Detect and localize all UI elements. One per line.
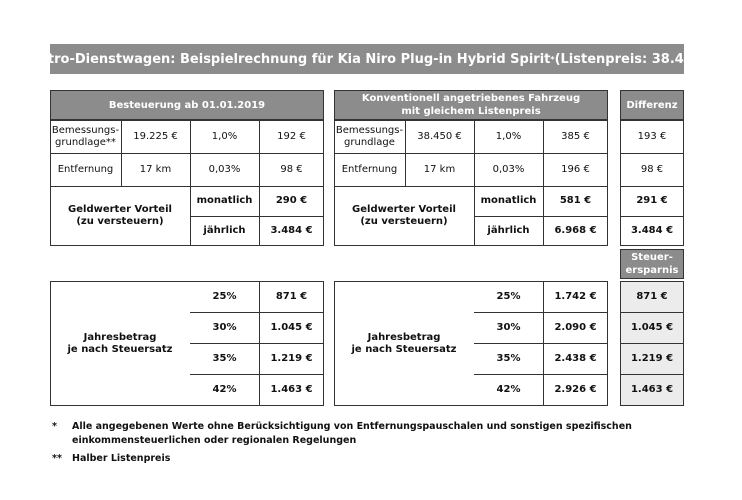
difference-value-yearly: 3.484 €	[630, 225, 674, 236]
annual-left-value-30: 1.045 €	[270, 321, 313, 333]
annual-right-value-35: 2.438 €	[554, 352, 597, 364]
annual-right-label: Jahresbetrag je nach Steuersatz	[351, 331, 457, 355]
annual-left-label: Jahresbetrag je nach Steuersatz	[67, 331, 173, 355]
section2-value-distance: 17 km	[423, 163, 456, 175]
section2-rate-base: 1,0%	[495, 130, 522, 142]
section2-yearly-value: 6.968 €	[554, 225, 597, 236]
annual-right-rate-30: 30%	[496, 321, 521, 333]
section2-header	[334, 90, 608, 120]
section1-value-base: 19.225 €	[133, 130, 178, 142]
savings-value-42: 1.463 €	[630, 384, 674, 395]
annual-right-value-42: 2.926 €	[554, 384, 597, 395]
footnote-2	[52, 452, 170, 466]
section1-header	[50, 90, 324, 120]
annual-left-rate-42: 42%	[212, 384, 237, 395]
annual-right-rate-35: 35%	[496, 352, 521, 364]
section2-label-base: Bemessungs- grundlage	[335, 124, 404, 148]
section2-rate-distance: 0,03%	[492, 163, 525, 175]
annual-right-value-30: 2.090 €	[554, 321, 597, 333]
section1-monthly-label: monatlich	[196, 195, 253, 206]
difference-value-monthly: 291 €	[636, 195, 668, 206]
footnote-2-text: Halber Listenpreis	[72, 453, 171, 464]
savings-header-text: Steuer- ersparnis	[625, 252, 679, 276]
section1-yearly-value: 3.484 €	[270, 225, 313, 236]
section2-value-base: 38.450 €	[417, 130, 462, 142]
annual-left-value-35: 1.219 €	[270, 352, 313, 364]
section1-value-distance: 17 km	[139, 163, 172, 175]
annual-left-rate-25: 25%	[212, 290, 237, 302]
difference-value-base: 193 €	[637, 130, 667, 142]
section2-amount-distance: 196 €	[561, 163, 590, 175]
annual-right-rate-42: 42%	[496, 384, 521, 395]
footnote-1-cont: einkommensteuerlichen oder regionalen Regelungen	[72, 435, 357, 446]
section1-amount-distance: 98 €	[280, 163, 303, 175]
footnote-1-mark: *	[52, 421, 57, 432]
section1-benefit-label: Geldwerter Vorteil (zu versteuern)	[68, 204, 172, 227]
section1-header-text: Besteuerung ab 01.01.2019	[108, 99, 266, 111]
footnote-2-mark: **	[52, 453, 62, 464]
section1-rate-base: 1,0%	[211, 130, 238, 142]
section2-monthly-label: monatlich	[480, 195, 537, 206]
section2-yearly-label: jährlich	[487, 225, 530, 236]
annual-left-value-42: 1.463 €	[270, 384, 313, 395]
difference-value-distance: 98 €	[640, 163, 664, 175]
section2-monthly-value: 581 €	[559, 195, 592, 206]
section2-label-distance: Entfernung	[341, 163, 398, 175]
title-suffix: (Listenpreis: 38.450€)	[554, 51, 717, 67]
title-footnote-mark: *	[550, 54, 555, 64]
page-title	[17, 44, 717, 74]
section1-label-distance: Entfernung	[57, 163, 114, 175]
savings-value-25: 871 €	[636, 290, 668, 302]
title-text: Elektro-Dienstwagen: Beispielrechnung für Kia Niro Plug-in Hybrid Spirit	[17, 51, 551, 67]
difference-header-text: Differenz	[626, 99, 678, 111]
savings-header	[620, 249, 684, 279]
difference-header	[620, 90, 684, 120]
annual-left-rate-30: 30%	[212, 321, 237, 333]
section1-amount-base: 192 €	[277, 130, 306, 142]
section2-amount-base: 385 €	[561, 130, 590, 142]
section1-label-base: Bemessungs- grundlage**	[51, 124, 120, 148]
annual-right-rate-25: 25%	[496, 290, 521, 302]
section1-rate-distance: 0,03%	[208, 163, 241, 175]
annual-left-value-25: 871 €	[275, 290, 308, 302]
section2-header-text: Konventionell angetriebenes Fahrzeug mit gleichem Listenpreis	[361, 93, 581, 117]
section1-monthly-value: 290 €	[275, 195, 308, 206]
section2-benefit-label: Geldwerter Vorteil (zu versteuern)	[352, 204, 456, 227]
footnote-1	[52, 420, 632, 448]
savings-value-35: 1.219 €	[630, 352, 674, 364]
section1-yearly-label: jährlich	[203, 225, 246, 236]
savings-value-30: 1.045 €	[630, 321, 674, 333]
annual-left-rate-35: 35%	[212, 352, 237, 364]
annual-right-value-25: 1.742 €	[554, 290, 597, 302]
footnote-1-text: Alle angegebenen Werte ohne Berücksichtigung von Entfernungspauschalen und sonstigen spezifischen	[72, 421, 632, 432]
